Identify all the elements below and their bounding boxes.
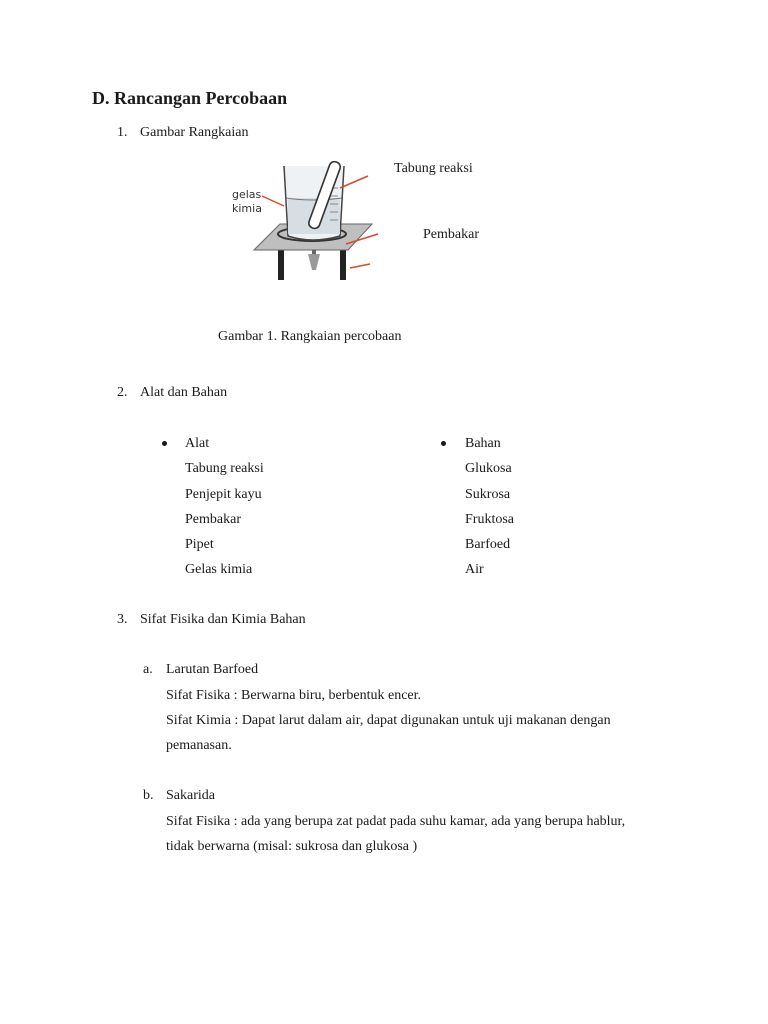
bullet-bahan-icon: [441, 441, 446, 446]
section-title: D. Rancangan Percobaan: [92, 88, 288, 108]
item3-title: Sifat Fisika dan Kimia Bahan: [140, 612, 306, 627]
item1-number: 1.: [117, 125, 128, 140]
bahan-heading: Bahan: [465, 436, 501, 451]
alat-item: Tabung reaksi: [185, 461, 264, 476]
item2-number: 2.: [117, 385, 128, 400]
alat-item: Pembakar: [185, 512, 241, 527]
beaker-apparatus-illustration: [228, 158, 380, 280]
alat-heading: Alat: [185, 436, 210, 451]
subitem-b-title: Sakarida: [166, 788, 215, 803]
subitem-a-line: Sifat Kimia : Dapat larut dalam air, dapat digunakan untuk uji makanan dengan: [166, 713, 611, 728]
subitem-a-title: Larutan Barfoed: [166, 662, 259, 677]
alat-item: Penjepit kayu: [185, 487, 262, 502]
label-tabung-reaksi: Tabung reaksi: [394, 161, 473, 176]
subitem-b-line: tidak berwarna (misal: sukrosa dan glukosa ): [166, 839, 418, 854]
bahan-item: Sukrosa: [465, 487, 511, 502]
bahan-item: Fruktosa: [465, 512, 514, 527]
label-pembakar: Pembakar: [423, 227, 479, 242]
subitem-b-line: Sifat Fisika : ada yang berupa zat padat pada suhu kamar, ada yang berupa hablur,: [166, 814, 626, 829]
alat-item: Gelas kimia: [185, 562, 253, 577]
bullet-alat-icon: [162, 441, 167, 446]
circuit-figure: [228, 158, 380, 280]
subitem-a-letter: a.: [143, 662, 153, 677]
bahan-item: Glukosa: [465, 461, 512, 476]
alat-item: Pipet: [185, 537, 214, 552]
item2-title: Alat dan Bahan: [140, 385, 228, 400]
bahan-item: Barfoed: [465, 537, 511, 552]
figure-caption: Gambar 1. Rangkaian percobaan: [218, 329, 402, 344]
subitem-a-line: pemanasan.: [166, 738, 232, 753]
subitem-b-letter: b.: [143, 788, 154, 803]
bahan-item: Air: [465, 562, 484, 577]
kimia-label: kimia: [232, 202, 262, 215]
gelas-label: gelas: [232, 188, 262, 201]
item3-number: 3.: [117, 612, 128, 627]
subitem-a-line: Sifat Fisika : Berwarna biru, berbentuk encer.: [166, 688, 422, 703]
item1-title: Gambar Rangkaian: [140, 125, 249, 140]
